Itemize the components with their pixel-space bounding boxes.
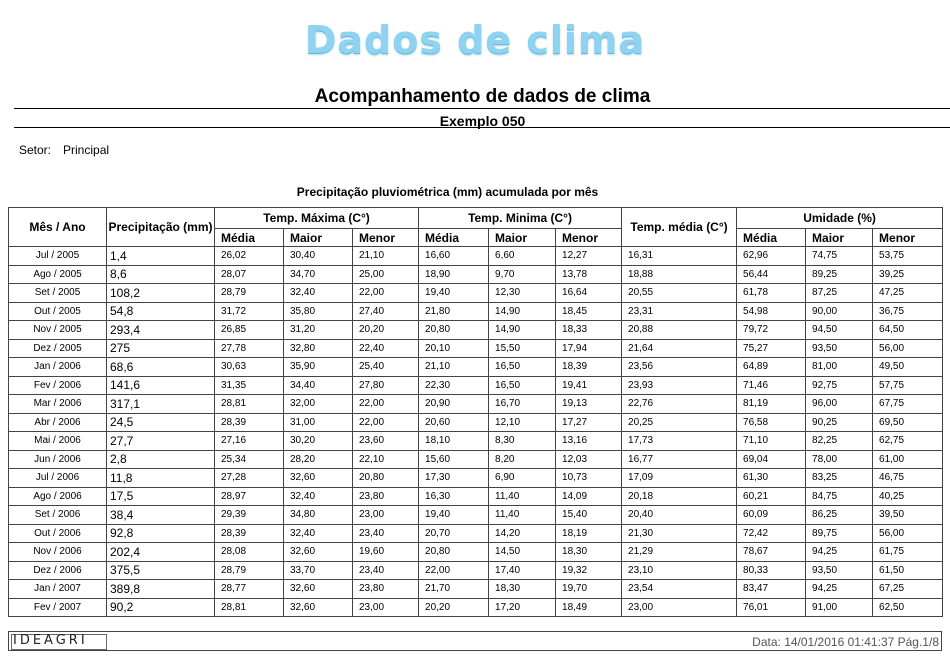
table-cell: 108,2 [107, 284, 215, 303]
table-cell: 275 [107, 339, 215, 358]
table-cell: 53,75 [873, 247, 943, 266]
table-cell: 29,39 [215, 506, 284, 525]
table-cell: 20,40 [622, 506, 737, 525]
table-cell: 11,8 [107, 469, 215, 488]
table-cell: 28,81 [215, 598, 284, 617]
table-cell: 18,45 [556, 302, 622, 321]
table-cell: 8,20 [489, 450, 556, 469]
table-cell: 57,75 [873, 376, 943, 395]
table-cell: 21,29 [622, 543, 737, 562]
table-cell: 20,70 [419, 524, 489, 543]
table-cell: 62,75 [873, 432, 943, 451]
table-cell: 23,40 [353, 561, 419, 580]
table-cell: 27,78 [215, 339, 284, 358]
table-cell: 22,00 [353, 284, 419, 303]
table-cell: 32,00 [284, 395, 353, 414]
table-cell: 23,56 [622, 358, 737, 377]
table-cell: 26,02 [215, 247, 284, 266]
table-cell: Set / 2005 [9, 284, 107, 303]
table-cell: 32,40 [284, 487, 353, 506]
table-cell: 62,96 [737, 247, 806, 266]
table-cell: 36,75 [873, 302, 943, 321]
header-temp-maxima: Temp. Máxima (C°) [215, 208, 419, 229]
table-cell: 17,73 [622, 432, 737, 451]
table-cell: 86,25 [806, 506, 873, 525]
table-row [9, 284, 943, 303]
table-cell: 14,90 [489, 302, 556, 321]
table-cell: Mai / 2006 [9, 432, 107, 451]
table-cell: 31,20 [284, 321, 353, 340]
table-cell: 30,20 [284, 432, 353, 451]
table-cell: 17,20 [489, 598, 556, 617]
table-cell: 22,00 [353, 395, 419, 414]
table-cell: 23,00 [353, 506, 419, 525]
table-cell: Dez / 2005 [9, 339, 107, 358]
divider-top [14, 108, 950, 109]
table-cell: 32,60 [284, 598, 353, 617]
table-cell: 18,30 [556, 543, 622, 562]
table-cell: 28,39 [215, 524, 284, 543]
table-cell: 14,09 [556, 487, 622, 506]
table-row [9, 432, 943, 451]
table-cell: 17,30 [419, 469, 489, 488]
table-caption: Precipitação pluviométrica (mm) acumulada por mês [296, 185, 599, 199]
table-cell: 23,10 [622, 561, 737, 580]
table-cell: 27,40 [353, 302, 419, 321]
table-cell: 22,40 [353, 339, 419, 358]
table-cell: 90,00 [806, 302, 873, 321]
table-cell: 74,75 [806, 247, 873, 266]
table-cell: 18,90 [419, 265, 489, 284]
table-cell: Mar / 2006 [9, 395, 107, 414]
table-cell: 33,70 [284, 561, 353, 580]
setor-line [19, 143, 109, 157]
table-cell: 10,73 [556, 469, 622, 488]
table-cell: Ago / 2005 [9, 265, 107, 284]
table-cell: 25,40 [353, 358, 419, 377]
table-row [9, 524, 943, 543]
table-cell: 28,39 [215, 413, 284, 432]
table-row [9, 265, 943, 284]
table-row [9, 450, 943, 469]
table-cell: 35,90 [284, 358, 353, 377]
table-cell: 84,75 [806, 487, 873, 506]
table-cell: 24,5 [107, 413, 215, 432]
table-cell: Jun / 2006 [9, 450, 107, 469]
table-cell: 27,80 [353, 376, 419, 395]
table-cell: Set / 2006 [9, 506, 107, 525]
table-cell: 28,79 [215, 561, 284, 580]
table-cell: 14,20 [489, 524, 556, 543]
table-cell: 91,00 [806, 598, 873, 617]
table-cell: 293,4 [107, 321, 215, 340]
table-cell: 16,64 [556, 284, 622, 303]
table-cell: 23,40 [353, 524, 419, 543]
table-cell: 11,40 [489, 487, 556, 506]
table-cell: 27,16 [215, 432, 284, 451]
table-cell: 15,60 [419, 450, 489, 469]
table-cell: 16,60 [419, 247, 489, 266]
table-cell: 21,30 [622, 524, 737, 543]
table-cell: 31,00 [284, 413, 353, 432]
table-row [9, 561, 943, 580]
table-row [9, 358, 943, 377]
table-cell: 20,80 [419, 543, 489, 562]
table-cell: 62,50 [873, 598, 943, 617]
table-cell: 15,40 [556, 506, 622, 525]
table-cell: 28,97 [215, 487, 284, 506]
table-cell: 26,85 [215, 321, 284, 340]
header-max-menor: Menor [353, 229, 419, 247]
table-cell: 20,80 [419, 321, 489, 340]
table-cell: 16,50 [489, 358, 556, 377]
table-cell: 317,1 [107, 395, 215, 414]
table-cell: Ago / 2006 [9, 487, 107, 506]
table-cell: 30,63 [215, 358, 284, 377]
table-cell: 13,16 [556, 432, 622, 451]
table-cell: 72,42 [737, 524, 806, 543]
table-cell: 78,00 [806, 450, 873, 469]
header-umid-menor: Menor [873, 229, 943, 247]
table-cell: 6,90 [489, 469, 556, 488]
table-cell: Nov / 2006 [9, 543, 107, 562]
table-cell: 9,70 [489, 265, 556, 284]
table-cell: 32,60 [284, 543, 353, 562]
table-cell: 202,4 [107, 543, 215, 562]
table-cell: 94,50 [806, 321, 873, 340]
table-cell: 12,30 [489, 284, 556, 303]
table-cell: 8,6 [107, 265, 215, 284]
table-cell: 87,25 [806, 284, 873, 303]
table-row [9, 376, 943, 395]
setor-label: Setor: [19, 143, 52, 157]
table-cell: 47,25 [873, 284, 943, 303]
table-cell: 2,8 [107, 450, 215, 469]
table-cell: 20,80 [353, 469, 419, 488]
table-cell: 94,25 [806, 580, 873, 599]
table-cell: 61,30 [737, 469, 806, 488]
table-cell: 141,6 [107, 376, 215, 395]
table-cell: 92,8 [107, 524, 215, 543]
table-cell: 21,10 [353, 247, 419, 266]
table-cell: 83,25 [806, 469, 873, 488]
table-cell: 20,60 [419, 413, 489, 432]
table-cell: 17,5 [107, 487, 215, 506]
table-cell: 23,93 [622, 376, 737, 395]
table-cell: 12,10 [489, 413, 556, 432]
table-cell: 94,25 [806, 543, 873, 562]
table-cell: 39,50 [873, 506, 943, 525]
table-cell: 54,8 [107, 302, 215, 321]
table-cell: 32,40 [284, 524, 353, 543]
table-cell: 18,88 [622, 265, 737, 284]
table-row [9, 321, 943, 340]
header-umidade: Umidade (%) [737, 208, 943, 229]
table-cell: 56,00 [873, 524, 943, 543]
header-max-maior: Maior [284, 229, 353, 247]
table-cell: 23,60 [353, 432, 419, 451]
table-cell: 89,75 [806, 524, 873, 543]
table-cell: 22,76 [622, 395, 737, 414]
table-cell: 16,77 [622, 450, 737, 469]
table-cell: 32,60 [284, 469, 353, 488]
table-cell: 27,28 [215, 469, 284, 488]
table-cell: 18,33 [556, 321, 622, 340]
table-cell: 19,32 [556, 561, 622, 580]
table-cell: 25,00 [353, 265, 419, 284]
table-cell: 69,04 [737, 450, 806, 469]
table-row [9, 302, 943, 321]
report-footer [8, 631, 942, 651]
table-cell: 30,40 [284, 247, 353, 266]
table-row [9, 487, 943, 506]
table-cell: 34,70 [284, 265, 353, 284]
table-cell: 80,33 [737, 561, 806, 580]
table-cell: Out / 2005 [9, 302, 107, 321]
header-min-maior: Maior [489, 229, 556, 247]
table-cell: 1,4 [107, 247, 215, 266]
table-cell: 20,20 [419, 598, 489, 617]
table-cell: 23,31 [622, 302, 737, 321]
table-cell: Fev / 2007 [9, 598, 107, 617]
print-timestamp: Data: 14/01/2016 01:41:37 Pág.1/8 [752, 635, 939, 649]
header-temp-media: Temp. média (C°) [622, 208, 737, 247]
table-cell: 22,30 [419, 376, 489, 395]
table-cell: 49,50 [873, 358, 943, 377]
table-cell: Jul / 2006 [9, 469, 107, 488]
table-cell: 34,40 [284, 376, 353, 395]
table-cell: 19,40 [419, 284, 489, 303]
table-cell: 28,07 [215, 265, 284, 284]
table-cell: 28,79 [215, 284, 284, 303]
header-umid-maior: Maior [806, 229, 873, 247]
table-cell: 60,21 [737, 487, 806, 506]
table-cell: 81,00 [806, 358, 873, 377]
table-cell: 20,10 [419, 339, 489, 358]
table-row [9, 598, 943, 617]
table-cell: 56,00 [873, 339, 943, 358]
table-cell: 22,10 [353, 450, 419, 469]
table-cell: 81,19 [737, 395, 806, 414]
table-cell: 90,25 [806, 413, 873, 432]
table-cell: 22,00 [419, 561, 489, 580]
table-cell: 16,31 [622, 247, 737, 266]
header-min-media: Média [419, 229, 489, 247]
table-cell: 68,6 [107, 358, 215, 377]
table-cell: 75,27 [737, 339, 806, 358]
table-cell: 31,35 [215, 376, 284, 395]
table-cell: 20,55 [622, 284, 737, 303]
table-cell: 20,20 [353, 321, 419, 340]
table-cell: Jan / 2007 [9, 580, 107, 599]
table-cell: Jan / 2006 [9, 358, 107, 377]
table-row [9, 543, 943, 562]
table-cell: 20,18 [622, 487, 737, 506]
table-cell: 17,27 [556, 413, 622, 432]
table-cell: 18,39 [556, 358, 622, 377]
table-cell: 71,46 [737, 376, 806, 395]
table-cell: 35,80 [284, 302, 353, 321]
table-cell: 64,89 [737, 358, 806, 377]
table-cell: 92,75 [806, 376, 873, 395]
table-cell: 14,90 [489, 321, 556, 340]
table-cell: 19,13 [556, 395, 622, 414]
table-cell: 64,50 [873, 321, 943, 340]
table-cell: Abr / 2006 [9, 413, 107, 432]
table-cell: 61,00 [873, 450, 943, 469]
table-cell: Jul / 2005 [9, 247, 107, 266]
table-cell: 96,00 [806, 395, 873, 414]
table-cell: 16,50 [489, 376, 556, 395]
table-cell: 79,72 [737, 321, 806, 340]
table-cell: 90,2 [107, 598, 215, 617]
table-cell: 20,90 [419, 395, 489, 414]
table-cell: 23,00 [622, 598, 737, 617]
table-cell: 76,01 [737, 598, 806, 617]
table-cell: 32,60 [284, 580, 353, 599]
table-row [9, 339, 943, 358]
setor-value: Principal [63, 143, 110, 157]
report-title: Acompanhamento de dados de clima [314, 86, 651, 107]
table-cell: Fev / 2006 [9, 376, 107, 395]
table-cell: 19,41 [556, 376, 622, 395]
table-cell: 61,50 [873, 561, 943, 580]
table-cell: 27,7 [107, 432, 215, 451]
table-cell: 17,09 [622, 469, 737, 488]
table-cell: 21,70 [419, 580, 489, 599]
table-cell: 25,34 [215, 450, 284, 469]
brand-logo: IDEAGRI [13, 633, 88, 648]
header-mes-ano: Mês / Ano [9, 208, 107, 247]
table-cell: 32,40 [284, 284, 353, 303]
table-cell: 39,25 [873, 265, 943, 284]
divider-bottom [14, 127, 950, 128]
table-cell: Out / 2006 [9, 524, 107, 543]
table-cell: 18,19 [556, 524, 622, 543]
table-cell: 19,60 [353, 543, 419, 562]
header-max-media: Média [215, 229, 284, 247]
table-row [9, 469, 943, 488]
table-cell: 78,67 [737, 543, 806, 562]
table-cell: 82,25 [806, 432, 873, 451]
table-row [9, 413, 943, 432]
table-cell: 19,70 [556, 580, 622, 599]
table-cell: 28,20 [284, 450, 353, 469]
table-cell: Nov / 2005 [9, 321, 107, 340]
report-logo-title: Dados de clima [304, 18, 646, 62]
table-cell: 389,8 [107, 580, 215, 599]
table-cell: 13,78 [556, 265, 622, 284]
table-cell: 17,94 [556, 339, 622, 358]
table-cell: 14,50 [489, 543, 556, 562]
header-min-menor: Menor [556, 229, 622, 247]
table-cell: 17,40 [489, 561, 556, 580]
table-cell: 76,58 [737, 413, 806, 432]
table-cell: 28,08 [215, 543, 284, 562]
table-cell: 23,00 [353, 598, 419, 617]
table-cell: 19,40 [419, 506, 489, 525]
table-cell: 28,81 [215, 395, 284, 414]
table-row [9, 247, 943, 266]
table-cell: 15,50 [489, 339, 556, 358]
table-cell: 16,70 [489, 395, 556, 414]
header-umid-media: Média [737, 229, 806, 247]
table-cell: 61,75 [873, 543, 943, 562]
table-row [9, 506, 943, 525]
table-cell: 8,30 [489, 432, 556, 451]
example-subtitle: Exemplo 050 [439, 113, 526, 129]
table-cell: 40,25 [873, 487, 943, 506]
table-cell: 375,5 [107, 561, 215, 580]
table-cell: 28,77 [215, 580, 284, 599]
table-cell: 22,00 [353, 413, 419, 432]
table-cell: 21,80 [419, 302, 489, 321]
table-cell: 93,50 [806, 339, 873, 358]
table-cell: Dez / 2006 [9, 561, 107, 580]
table-row [9, 580, 943, 599]
table-cell: 23,80 [353, 580, 419, 599]
table-cell: 11,40 [489, 506, 556, 525]
table-cell: 93,50 [806, 561, 873, 580]
table-cell: 69,50 [873, 413, 943, 432]
table-cell: 12,03 [556, 450, 622, 469]
table-row [9, 395, 943, 414]
table-cell: 21,64 [622, 339, 737, 358]
table-cell: 31,72 [215, 302, 284, 321]
table-cell: 83,47 [737, 580, 806, 599]
table-cell: 56,44 [737, 265, 806, 284]
table-cell: 23,80 [353, 487, 419, 506]
table-cell: 54,98 [737, 302, 806, 321]
table-cell: 46,75 [873, 469, 943, 488]
header-precipitacao: Precipitação (mm) [107, 208, 215, 247]
table-cell: 61,78 [737, 284, 806, 303]
table-cell: 12,27 [556, 247, 622, 266]
table-cell: 21,10 [419, 358, 489, 377]
table-cell: 71,10 [737, 432, 806, 451]
table-cell: 60,09 [737, 506, 806, 525]
table-cell: 38,4 [107, 506, 215, 525]
table-cell: 20,25 [622, 413, 737, 432]
header-temp-minima: Temp. Minima (C°) [419, 208, 622, 229]
table-cell: 18,49 [556, 598, 622, 617]
climate-table [8, 207, 943, 617]
table-cell: 6,60 [489, 247, 556, 266]
table-cell: 67,75 [873, 395, 943, 414]
table-cell: 32,80 [284, 339, 353, 358]
table-cell: 18,10 [419, 432, 489, 451]
table-cell: 23,54 [622, 580, 737, 599]
table-cell: 20,88 [622, 321, 737, 340]
table-cell: 16,30 [419, 487, 489, 506]
table-cell: 34,80 [284, 506, 353, 525]
table-cell: 89,25 [806, 265, 873, 284]
table-cell: 67,25 [873, 580, 943, 599]
table-cell: 18,30 [489, 580, 556, 599]
table-body [9, 247, 943, 617]
